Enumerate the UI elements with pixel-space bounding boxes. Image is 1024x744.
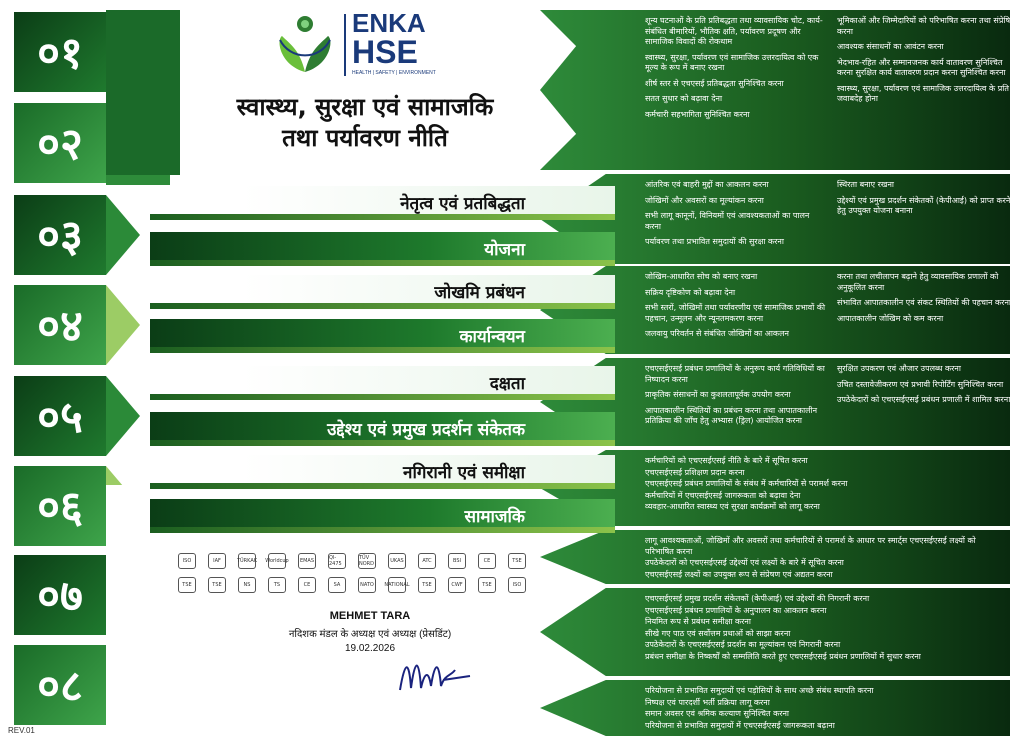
detail-item: आंतरिक एवं बाहरी मुद्दों का आकलन करना xyxy=(645,180,769,189)
detail-item: एचएसईएसई प्रबंधन प्रणालियों के अनुपालन का आकलन करना xyxy=(645,605,827,615)
detail-item: स्थिरता बनाए रखना xyxy=(837,180,894,189)
detail-item: प्रबंधन समीक्षा के निष्कर्षों को सम्मलिति करते हुए एचएसईएसई प्रबंधन प्रणालियों में सुधार करना xyxy=(645,651,921,661)
certification-badge: ATC xyxy=(418,553,436,569)
certification-badge: NS xyxy=(238,577,256,593)
section-detail-text xyxy=(615,686,1010,732)
detail-item: एचएसईएसई प्रबंधन प्रणालियों के संबंध में कर्मचारियों से परामर्श करना xyxy=(645,479,848,488)
detail-item: आवश्यक संसाधनों का आवंटन करना xyxy=(837,42,944,51)
detail-item: सक्रिय दृष्टिकोण को बढ़ावा देना xyxy=(645,287,736,297)
section-number: ०४ xyxy=(37,301,83,352)
section-band-edge xyxy=(150,347,615,353)
detail-item: व्यवहार-आधारित स्वास्थ्य एवं सुरक्षा कार्यक्रमों को लागू करना xyxy=(645,502,820,511)
section-number: ०३ xyxy=(37,211,83,262)
section-band-edge xyxy=(150,214,615,220)
certification-badge: NATO xyxy=(358,577,376,593)
certification-badge: ISO xyxy=(508,577,526,593)
section-band-edge xyxy=(150,303,615,309)
certification-badge: TÜRKAK xyxy=(238,553,256,569)
certification-badge: CE xyxy=(298,577,316,593)
section-label: कार्यान्वयन xyxy=(459,327,525,347)
signer-role: नदिशक मंडल के अध्यक्ष एवं अध्यक्ष (प्रेसडिंट) xyxy=(288,629,452,640)
logo-tagline: HEALTH | SAFETY | ENVIRONMENT xyxy=(352,70,436,76)
detail-item: संभावित आपातकालीन एवं संकट स्थितियों की पहचान करना xyxy=(837,298,1011,307)
certification-badge: TSE xyxy=(478,577,496,593)
section-label: जोखमि प्रबंधन xyxy=(434,283,525,303)
detail-item: एचएसईएसई लक्ष्यों का उपयुक्त रूप से संप्रेषण एवं अद्यतन करना xyxy=(645,569,833,579)
section-number: ०६ xyxy=(37,482,83,533)
detail-item: पर्यावरण तथा प्रभावित समुदायों की सुरक्षा करना xyxy=(645,237,784,246)
section-number: ०७ xyxy=(37,571,83,622)
certification-badge: TSE xyxy=(208,577,226,593)
section-number: ०५ xyxy=(37,392,83,443)
certification-badge: TSE xyxy=(418,577,436,593)
handwritten-signature xyxy=(395,650,475,700)
enka-hse-logo-emblem xyxy=(270,10,340,78)
section-detail-text xyxy=(615,272,1010,350)
detail-item: सभी लागू कानूनों, विनियमों एवं आवश्यकताओं का पालन करना xyxy=(645,211,810,231)
section-number: ०८ xyxy=(37,661,83,712)
section-band-edge xyxy=(150,394,615,400)
signature-date: 19.02.2026 xyxy=(344,643,396,654)
section-detail-text xyxy=(615,364,1010,442)
detail-item: शून्य घटनाओं के प्रति प्रतिबद्धता तथा व्यावसायिक चोट, कार्य-संबंधित बीमारियों, भौतिक क्षति, पर्यावरण प्रदूषण और सामाजिक विवादों की रोकथाम xyxy=(645,16,823,46)
detail-item: प्राकृतिक संसाधनों का कुशलतापूर्वक उपयोग करना xyxy=(645,390,791,399)
certification-badge: Worldcup xyxy=(268,553,286,569)
certification-badge: BSI xyxy=(448,553,466,569)
section-detail-text xyxy=(615,456,1010,522)
certification-badge: CWF xyxy=(448,577,466,593)
section-label: दक्षता xyxy=(489,374,525,394)
certification-badge: SA xyxy=(328,577,346,593)
section-detail-text xyxy=(615,16,1015,166)
certification-badge: TSE xyxy=(178,577,196,593)
section-label: नगिरानी एवं समीक्षा xyxy=(403,463,525,483)
section-detail-text xyxy=(615,180,1010,260)
detail-item: सीखे गए पाठ एवं सर्वोत्तम प्रथाओं को साझा करना xyxy=(645,628,791,638)
page-title-line2: तथा पर्यावरण नीति xyxy=(282,124,448,152)
detail-item: कर्मचारियों में एचएसईएसई जागरूकता को बढ़ावा देना xyxy=(645,490,801,500)
section-band-edge xyxy=(150,483,615,489)
detail-item: जोखिम-आधारित सोच को बनाए रखना xyxy=(645,272,758,281)
detail-item: भेदभाव-रहित और सम्मानजनक कार्य वातावरण सुनिश्चित करना सुरक्षित कार्य वातावरण प्रदान करना सुनिश्चित करना xyxy=(837,57,1006,77)
section-detail-text xyxy=(615,594,1010,672)
section-label: योजना xyxy=(484,240,525,260)
detail-item: कर्मचारी सहभागिता सुनिश्चित करना xyxy=(645,109,750,119)
detail-item: एचएसईएसई प्रशिक्षण प्रदान करना xyxy=(645,467,745,477)
detail-item: उद्देश्यों एवं प्रमुख प्रदर्शन संकेतकों (केपीआई) को प्राप्त करने हेतु उपयुक्त योजना बनाना xyxy=(837,195,1011,215)
detail-item: स्वास्थ्य, सुरक्षा, पर्यावरण एवं सामाजिक उत्तरदायित्व को एक मूल्य के रूप में बनाए रखना xyxy=(645,52,819,72)
detail-item: जोखिमों और अवसरों का मूल्यांकन करना xyxy=(645,195,764,205)
detail-item: स्वास्थ्य, सुरक्षा, पर्यावरण एवं सामाजिक उत्तरदायित्व के प्रति जवाबदेह होना xyxy=(837,83,1009,103)
section-band-edge xyxy=(150,527,615,533)
certification-badge: NATIONAL xyxy=(388,577,406,593)
revision-label: REV.01 xyxy=(8,726,35,735)
signer-name: MEHMET TARA xyxy=(329,610,411,622)
certification-badge: ISO xyxy=(178,553,196,569)
certification-badge: IAF xyxy=(208,553,226,569)
detail-item: आपातकालीन स्थितियों का प्रबंधन करना तथा आपातकालीन प्रतिक्रिया की जाँच हेतु अभ्यास (ड्रिल) आयोजित करना xyxy=(645,405,818,425)
detail-item: परियोजना से प्रभावित समुदायों में एचएसईएसई जागरूकता बढ़ाना xyxy=(645,720,835,730)
detail-item: उचित दस्तावेजीकरण एवं प्रभावी रिपोर्टिंग सुनिश्चित करना xyxy=(837,379,1004,389)
detail-item: सतत सुधार को बढ़ावा देना xyxy=(645,94,723,103)
detail-item: परियोजना से प्रभावित समुदायों एवं पड़ोसियों के साथ अच्छे संबंध स्थापति करना xyxy=(645,686,874,695)
detail-item: एचएसईएसई प्रबंधन प्रणालियों के अनुरूप कार्य गतिविधियों का निष्पादन करना xyxy=(645,364,825,384)
section-label: सामाजकि xyxy=(464,507,525,527)
detail-item: उपठेकेदारों के एचएसईएसई प्रदर्शन का मूल्यांकन एवं निगरानी करना xyxy=(645,640,841,649)
section-number: ०२ xyxy=(37,119,83,170)
section-band-edge xyxy=(150,260,615,266)
detail-item: लागू आवश्यकताओं, जोखिमों और अवसरों तथा कर्मचारियों से परामर्श के आधार पर स्मार्ट्स एचएसईएसई लक्ष्यों को परिभाषित करना xyxy=(645,536,976,556)
detail-item: निष्पक्ष एवं पारदर्शी भर्ती प्रक्रिया लागू करना xyxy=(645,697,770,707)
certification-badge: QI-2475 xyxy=(328,553,346,569)
page-title-line1: स्वास्थ्य, सुरक्षा एवं सामाजकि xyxy=(236,93,494,121)
detail-item: भूमिकाओं और जिम्मेदारियों को परिभाषित करना तथा संप्रेषित करना xyxy=(837,16,1015,36)
detail-item: सभी स्तरों, जोखिमों तथा पर्यावरणीय एवं सामाजिक प्रभावों की पहचान, उन्मूलन और न्यूनतमकरण करना xyxy=(645,303,826,323)
detail-item: उपठेकेदारों को एचएसईएसई उद्देश्यों एवं लक्ष्यों के बारे में सूचित करना xyxy=(645,558,844,567)
detail-item: नियमित रूप से प्रबंधन समीक्षा करना xyxy=(645,617,751,626)
detail-item: शीर्ष स्तर से एचएसई प्रतिबद्धता सुनिश्चित करना xyxy=(645,78,784,88)
detail-item: सुरक्षित उपकरण एवं औजार उपलब्ध करना xyxy=(837,364,961,373)
certification-badge: TÜV NORD xyxy=(359,555,374,567)
certification-badge: CE xyxy=(478,553,496,569)
detail-item: जलवायु परिवर्तन से संबंधित जोखिमों का आकलन xyxy=(645,329,789,338)
detail-item: उपठेकेदारों को एचएसईएसई प्रबंधन प्रणाली में शामिल करना xyxy=(837,395,1011,404)
section-label: उद्देश्य एवं प्रमुख प्रदर्शन संकेतक xyxy=(327,420,525,440)
detail-item: एचएसईएसई प्रमुख प्रदर्शन संकेतकों (केपीआई) एवं उद्देश्यों की निगरानी करना xyxy=(645,594,870,603)
certification-badge: TSE xyxy=(508,553,526,569)
certification-badge: EMAS xyxy=(298,553,316,569)
detail-item: समान अवसर एवं श्रमिक कल्याण सुनिश्चित करना xyxy=(645,709,789,718)
logo-enka: ENKA xyxy=(352,8,426,38)
section-detail-text xyxy=(615,536,1010,580)
detail-item: आपातकालीन जोखिम को कम करना xyxy=(837,313,944,323)
logo-divider xyxy=(344,14,346,76)
certification-badge: UKAS xyxy=(388,553,406,569)
logo-hse: HSE xyxy=(352,34,418,70)
detail-item: करना तथा लचीलापन बढ़ाने हेतु व्यावसायिक प्रणालों को अनुकूलित करना xyxy=(837,272,999,292)
section-number: ०१ xyxy=(37,28,83,79)
section-label: नेतृत्व एवं प्रतबिद्धता xyxy=(400,194,525,214)
certification-badge: TS xyxy=(268,577,286,593)
section-band-edge xyxy=(150,440,615,446)
detail-item: कर्मचारियों को एचएसईएसई नीति के बारे में सूचित करना xyxy=(645,456,808,465)
